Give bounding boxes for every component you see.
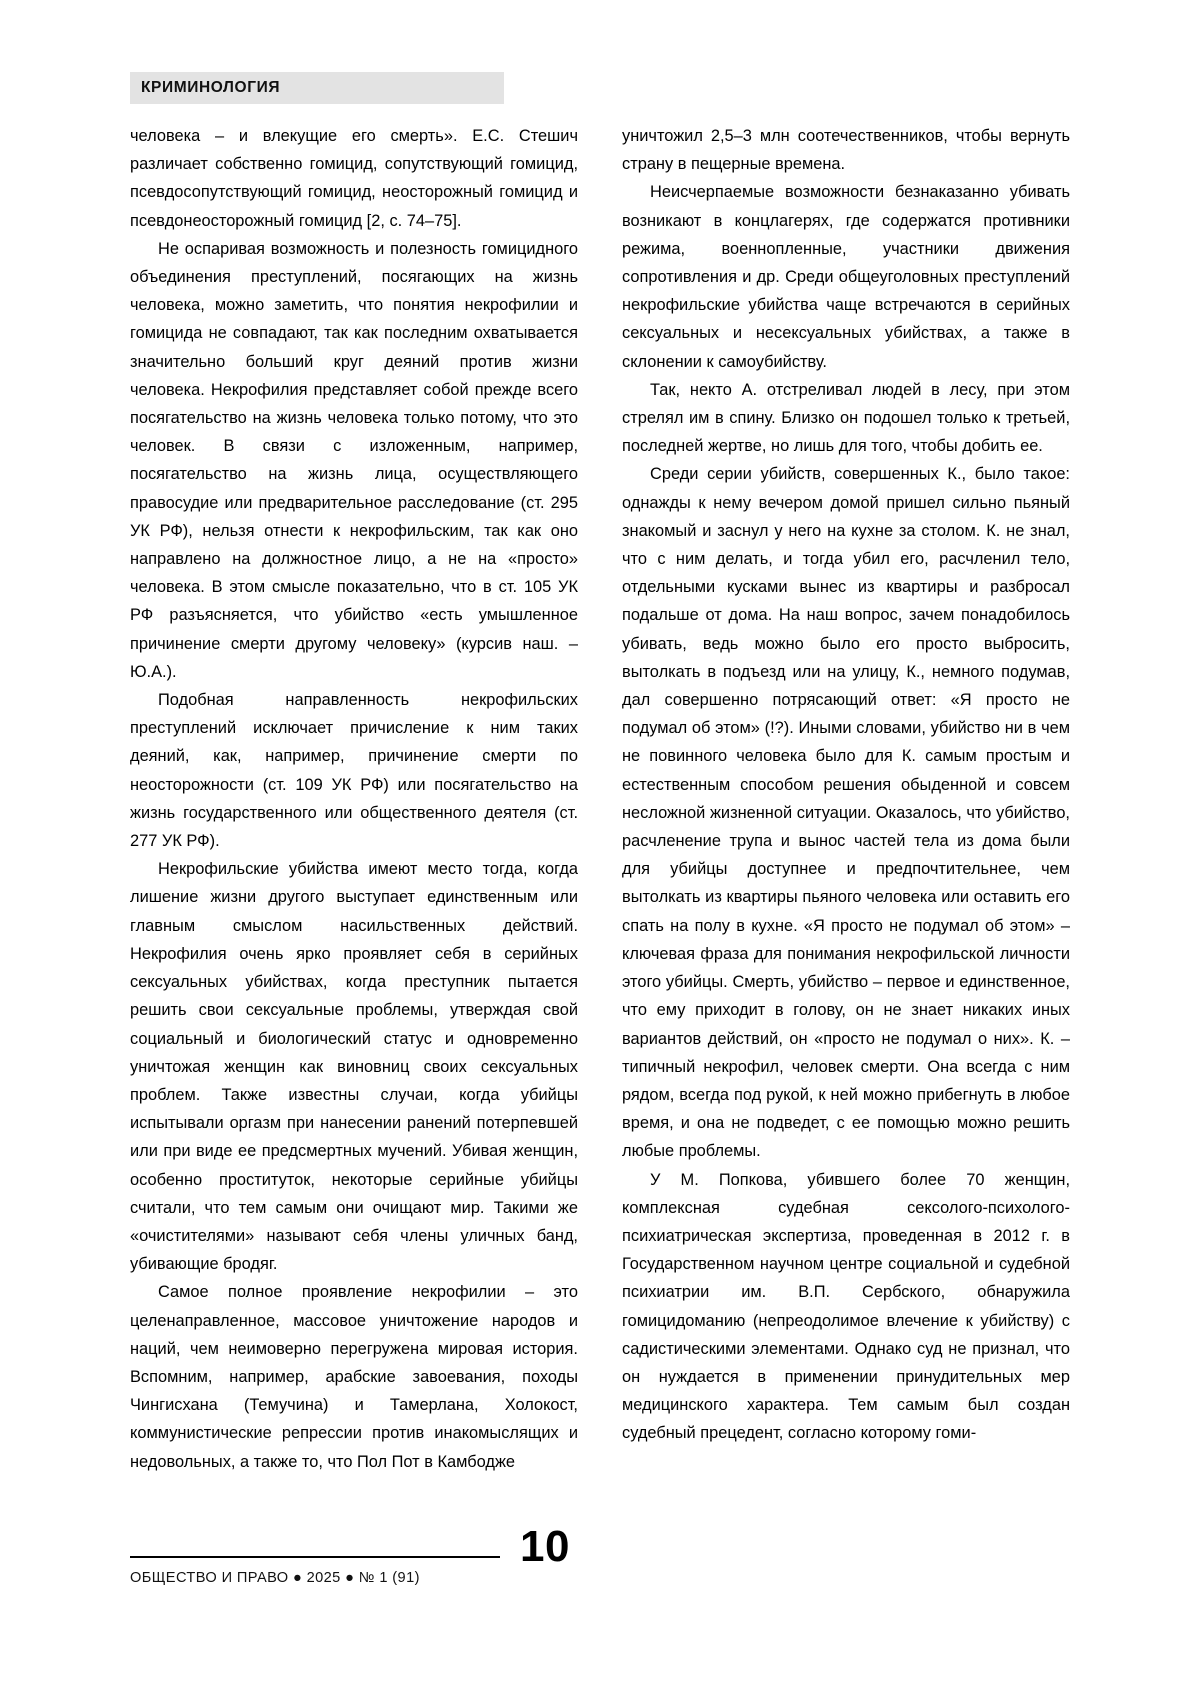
footer-divider bbox=[130, 1556, 500, 1558]
running-head-title: КРИМИНОЛОГИЯ bbox=[141, 79, 281, 96]
paragraph: Не оспаривая возможность и полезность гомицидного объединения преступлений, посягающих на жизнь человека, можно заметить, что понятия некрофилии и гомицида не совпадают, так как последним охватывается значительно больший круг деяний против жизни человека. Некрофилия представляет собой прежде всего посягательство на жизнь человека только потому, что это человек. В связи с изложенным, например, посягательство на жизнь лица, осуществляющего правосудие или предварительное расследование (ст. 295 УК РФ), нельзя отнести к некрофильским, так как оно направлено на должностное лицо, а не на «просто» человека. В этом смысле показательно, что в ст. 105 УК РФ разъясняется, что убийство «есть умышленное причинение смерти другому человеку» (курсив наш. – Ю.А.). bbox=[130, 239, 578, 681]
paragraph: уничтожил 2,5–3 млн соотечественников, чтобы вернуть страну в пещерные времена. bbox=[622, 127, 1070, 174]
paragraph: Среди серии убийств, совершенных К., было такое: однажды к нему вечером домой пришел сильно пьяный знакомый и заснул у него на кухне за столом. К. не знал, что с ним делать, и тогда убил его, расчленил тело, отдельными кусками вынес из квартиры и разбросал подальше от дома. На наш вопрос, зачем понадобилось убивать, ведь можно было его просто выбросить, вытолкать в подъезд или на улицу, К., немного подумав, дал совершенно потрясающий ответ: «Я просто не подумал об этом» (!?). Иными словами, убийство ни в чем не повинного человека было для К. самым простым и естественным способом решения обыденной и совсем несложной жизненной ситуации. Оказалось, что убийство, расчленение трупа и вынос частей тела из дома были для убийцы доступнее и предпочтительнее, чем вытолкать из квартиры пьяного человека или оставить его спать на полу в кухне. «Я просто не подумал об этом» – ключевая фраза для понимания некрофильской личности этого убийцы. Смерть, убийство – первое и единственное, что ему приходит в голову, он не знает никаких иных вариантов действий, он «просто не подумал о них». К. – типичный некрофил, человек смерти. Она всегда с ним рядом, всегда под рукой, к ней можно прибегнуть в любое время, и она не подведет, с ее помощью можно решить любые проблемы. bbox=[622, 465, 1070, 1161]
paragraph: Самое полное проявление некрофилии – это целенаправленное, массовое уничтожение народов и наций, чем неимоверно перегружена мировая история. Вспомним, например, арабские завоевания, походы Чингисхана (Темучина) и Тамерлана, Холокост, коммунистические репрессии против инакомыслящих и недовольных, а также то, что Пол Пот в Камбодже bbox=[130, 1283, 578, 1471]
paragraph: У М. Попкова, убившего более 70 женщин, комплексная судебная сексолого-психолого-психиатрическая экспертиза, проведенная в 2012 г. в Государственном научном центре социальной и судебной психиатрии им. В.П. Сербского, обнаружила гомицидоманию (непреодолимое влечение к убийству) с садистическими элементами. Однако суд не признал, что он нуждается в применении принудительных мер медицинского характера. Тем самым был создан судебный прецедент, согласно которому гоми- bbox=[622, 1170, 1070, 1443]
page-number: 10 bbox=[520, 1522, 570, 1571]
paragraph: Некрофильские убийства имеют место тогда, когда лишение жизни другого выступает единственным или главным смыслом насильственных действий. Некрофилия очень ярко проявляет себя в серийных сексуальных убийствах, когда преступник пытается решить свои сексуальные проблемы, утверждая свой социальный и биологический статус и одновременно уничтожая женщин как виновниц своих сексуальных проблем. Также известны случаи, когда убийцы испытывали оргазм при нанесении ранений потерпевшей или при виде ее предсмертных мучений. Убивая женщин, особенно проституток, некоторые серийные убийцы считали, что тем самым они очищают мир. Такими же «очистителями» называют себя члены уличных банд, убивающие бродяг. bbox=[130, 860, 578, 1274]
column-right bbox=[622, 122, 1070, 1476]
paragraph: Подобная направленность некрофильских преступлений исключает причисление к ним таких деяний, как, например, причинение смерти по неосторожности (ст. 109 УК РФ) или посягательство на жизнь государственного или общественного деятеля (ст. 277 УК РФ). bbox=[130, 691, 578, 851]
paragraph: Так, некто А. отстреливал людей в лесу, при этом стрелял им в спину. Близко он подошел только к третьей, последней жертве, но лишь для того, чтобы добить ее. bbox=[622, 380, 1070, 456]
text-columns bbox=[130, 122, 1070, 1476]
footer-journal-line: ОБЩЕСТВО И ПРАВО ● 2025 ● № 1 (91) bbox=[130, 1570, 420, 1586]
paragraph: человека – и влекущие его смерть». Е.С. Стешич различает собственно гомицид, сопутствующий гомицид, псевдосопутствующий гомицид, неосторожный гомицид и псевдонеосторожный гомицид [2, с. 74–75]. bbox=[130, 127, 578, 230]
paragraph: Неисчерпаемые возможности безнаказанно убивать возникают в концлагерях, где содержатся противники режима, военнопленные, участники движения сопротивления и др. Среди общеуголовных преступлений некрофильские убийства чаще встречаются в серийных сексуальных и несексуальных убийствах, а также в склонении к самоубийству. bbox=[622, 183, 1070, 371]
column-left bbox=[130, 122, 578, 1476]
